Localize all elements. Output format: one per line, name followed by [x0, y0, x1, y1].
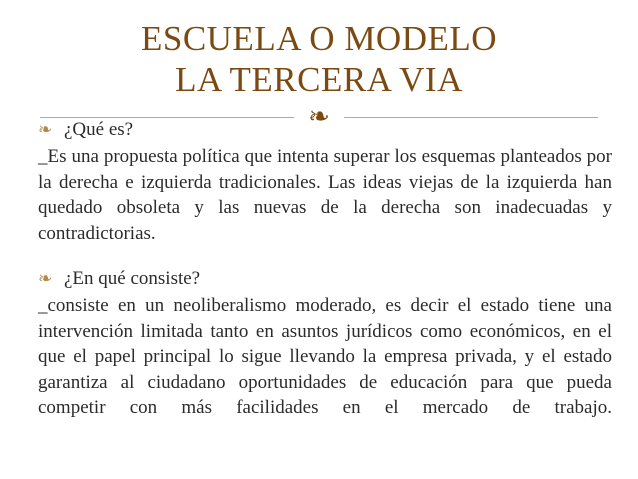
bullet-heading-1: ¿Qué es? — [64, 119, 134, 140]
title-line-2: LA TERCERA VIA — [175, 60, 463, 99]
bullet-marker-icon: ❧ — [38, 120, 53, 139]
paragraph-1: _Es una propuesta política que intenta superar los esquemas planteados por la derecha e izquierda tradicionales. Las ideas viejas de la izquierda han quedado obsoleta y las nuevas de la derecha son inadecuadas y contradictorias. — [38, 146, 612, 244]
bullet-item-2 — [38, 267, 612, 291]
slide-body — [38, 118, 612, 446]
bullet-item-1 — [38, 118, 612, 142]
slide-title — [0, 0, 638, 100]
bullet-marker-icon: ❧ — [38, 269, 53, 288]
bullet-heading-2: ¿En qué consiste? — [64, 268, 201, 289]
paragraph-2: _consiste en un neoliberalismo moderado, es decir el estado tiene una intervención limitada tanto en asuntos jurídicos como económicos, en el que el papel principal lo sigue llevando la empresa privada, y el estado garantiza al ciudadano oportunidades de educación para que pueda competir con más facilidades en el mercado de trabajo. — [38, 295, 612, 418]
paragraph-spacer — [38, 246, 612, 267]
ornament-icon: ❧ — [294, 102, 344, 132]
title-line-1: ESCUELA O MODELO — [140, 19, 498, 58]
